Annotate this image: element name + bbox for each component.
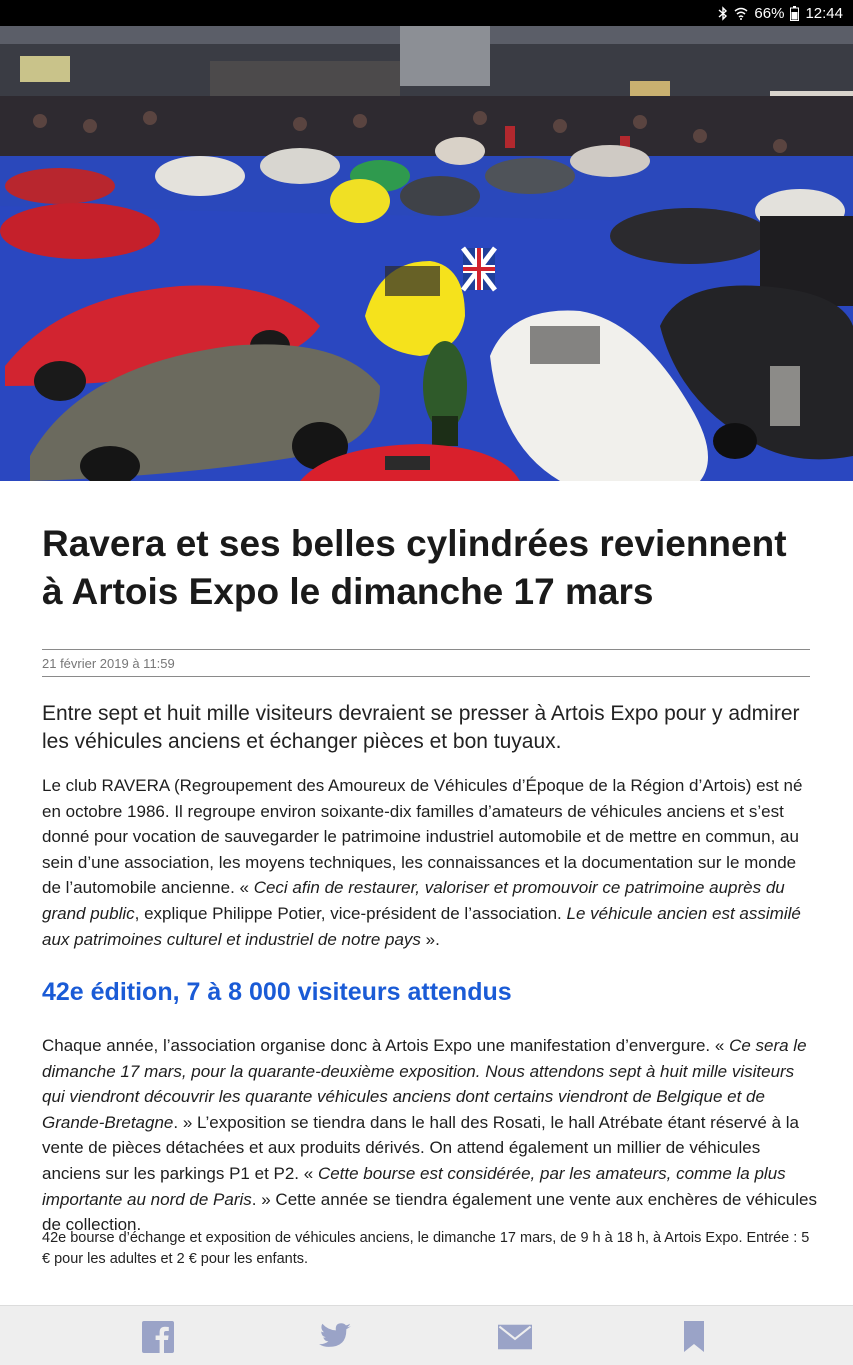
article-meta [42, 649, 810, 677]
share-twitter-button[interactable] [318, 1320, 352, 1354]
quote-text: Ce sera le dimanche 17 mars, pour la quarante-deuxième exposition. Nous attendons sept à huit mille visiteurs qui viendront découvrir les quarante véhicules anciens dont certains viendront de Belgique et de Grande-Bretagne [42, 1036, 807, 1132]
article-paragraph [42, 1033, 817, 1238]
bluetooth-icon [718, 6, 728, 21]
bookmark-button[interactable] [677, 1320, 711, 1354]
paragraph-text: Le club RAVERA (Regroupement des Amoureux de Véhicules d’Époque de la Région d’Artois) est né en octobre 1986. Il regroupe environ soixante-dix familles d’amateurs de véhicules anciens et s’est donné pour vocation de sauvegarder le patrimoine industriel automobile et de mettre en commun, au sein d’une association, les moyens techniques, les connaissances et la documentation sur le monde de l’automobile ancienne. « [42, 776, 803, 898]
share-email-button[interactable] [498, 1320, 532, 1354]
status-bar [0, 0, 853, 26]
share-bar [0, 1305, 853, 1365]
paragraph-text: . » L’exposition se tiendra dans le hall des Rosati, le hall Atrébate étant réservé à la vente de pièces détachées et aux produits dérivés. On attend également un millier de véhicules anciens sur les parkings P1 et P2. « [42, 1112, 799, 1183]
paragraph-text: ». [420, 929, 440, 949]
article-subheading: 42e édition, 7 à 8 000 visiteurs attendus [42, 978, 512, 1006]
article-lead: Entre sept et huit mille visiteurs devraient se presser à Artois Expo pour y admirer les véhicules anciens et échanger pièces et bon tuyaux. [42, 702, 800, 753]
battery-icon [790, 6, 799, 21]
event-info: 42e bourse d’échange et exposition de véhicules anciens, le dimanche 17 mars, de 9 h à 18 h, à Artois Expo. Entrée : 5 € pour les adultes et 2 € pour les enfants. [42, 1230, 810, 1267]
article-paragraph [42, 773, 817, 952]
article-title: Ravera et ses belles cylindrées reviennent à Artois Expo le dimanche 17 mars [42, 523, 787, 612]
facebook-icon [142, 1321, 174, 1353]
clock: 12:44 [805, 4, 843, 22]
photo-icon [0, 26, 853, 481]
publish-date: 21 février 2019 à 11:59 [42, 656, 175, 671]
hero-photo[interactable] [0, 26, 853, 481]
wifi-icon [734, 7, 748, 20]
battery-percent: 66% [754, 4, 785, 22]
mail-icon [498, 1324, 532, 1350]
quote-text: Cette bourse est considérée, par les amateurs, comme la plus importante au nord de Paris [42, 1163, 786, 1209]
twitter-icon [318, 1322, 352, 1352]
bookmark-icon [683, 1321, 705, 1353]
paragraph-text: . » Cette année se tiendra également une vente aux enchères de véhicules de collection. [42, 1189, 817, 1235]
quote-text: Le véhicule ancien est assimilé aux patrimoines culturel et industriel de notre pays [42, 903, 801, 949]
paragraph-text: , explique Philippe Potier, vice-président de l’association. [134, 903, 567, 923]
quote-text: Ceci afin de restaurer, valoriser et promouvoir ce patrimoine auprès du grand public [42, 878, 785, 923]
paragraph-text: Chaque année, l’association organise donc à Artois Expo une manifestation d’envergure. « [42, 1036, 730, 1055]
share-facebook-button[interactable] [141, 1320, 175, 1354]
